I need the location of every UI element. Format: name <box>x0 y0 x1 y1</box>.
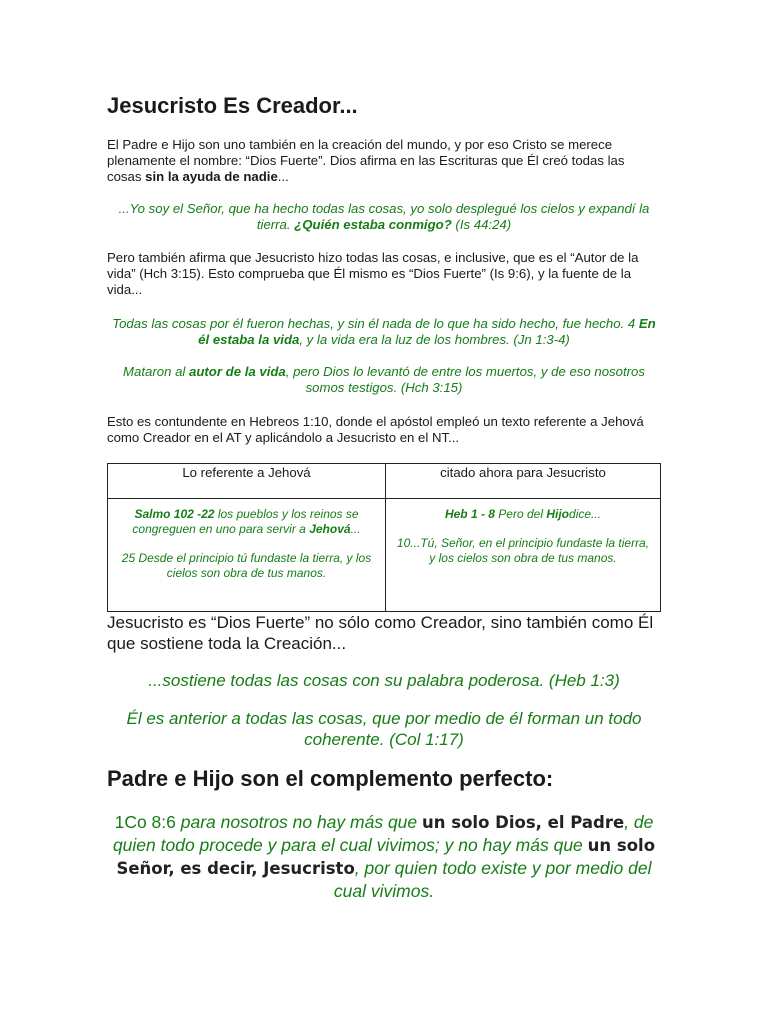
heb-verse: 10...Tú, Señor, en el principio fundaste la tierra, y los cielos son obra de tus manos. <box>396 536 650 565</box>
heb-line <box>396 507 650 522</box>
section-title: Padre e Hijo son el complemento perfecto: <box>107 766 554 791</box>
salmo-line <box>118 507 375 537</box>
salmo-verse: 25 Desde el principio tú fundaste la tierra, y los cielos son obra de tus manos. <box>121 551 372 580</box>
intro-bold: sin la ayuda de nadie <box>145 169 278 184</box>
salmo-text: los pueblos y los reinos se congreguen en uno para servir a <box>132 507 359 536</box>
quote-john-text: Todas las cosas por él fueron hechas, y sin él nada de lo que ha sido hecho, fue hecho. 4 <box>112 316 639 331</box>
verse-corinthians <box>110 811 658 902</box>
verse-bold-1: un solo Dios, el Padre <box>422 813 625 832</box>
table-row <box>108 499 661 612</box>
quote-hebrews-1-3: ...sostiene todas las cosas con su palabra poderosa. (Heb 1:3) <box>148 671 620 690</box>
verse-ref: 1Co 8:6 <box>114 812 181 832</box>
salmo-ref: Salmo 102 -22 <box>134 507 215 521</box>
paragraph-autor-vida: Pero también afirma que Jesucristo hizo todas las cosas, e inclusive, que es el “Autor de la vida” (Hch 3:15). Esto comprueba que Él mismo es “Dios Fuerte” (Is 9:6), y la fuente de la vida... <box>107 250 639 297</box>
quote-acts-end: , pero Dios lo levantó de entre los muertos, y de eso nosotros somos testigos. (Hch 3:15) <box>285 364 645 395</box>
verse-text-1: para nosotros no hay más que <box>180 812 423 832</box>
intro-text: El Padre e Hijo son uno también en la creación del mundo, y por eso Cristo se merece plenamente el nombre: “Dios Fuerte”. Dios afirma en las Escrituras que Él creó todas las cosas <box>107 137 625 184</box>
quote-acts-bold: autor de la vida <box>189 364 286 379</box>
quote-acts <box>114 364 654 396</box>
table-cell-jehova <box>108 499 386 612</box>
verse-text-2: , de quien todo procede y para el cual vivimos; y no hay más que <box>112 812 654 855</box>
salmo-end: ... <box>350 522 361 536</box>
table-header-jesucristo: citado ahora para Jesucristo <box>386 464 661 499</box>
comparison-table <box>107 463 661 612</box>
verse-text-3: , por quien todo existe y por medio del cual vivimos. <box>333 858 652 901</box>
table-header-row <box>108 464 661 499</box>
table-header-jehova: Lo referente a Jehová <box>108 464 386 499</box>
quote-isaiah <box>107 201 661 233</box>
heb-text: Pero del <box>494 507 547 521</box>
paragraph-hebreos: Esto es contundente en Hebreos 1:10, donde el apóstol empleó un texto referente a Jehová como Creador en el AT y aplicándolo a Jesucristo en el NT... <box>107 414 644 445</box>
quote-isaiah-bold: ¿Quién estaba conmigo? <box>294 217 452 232</box>
quote-isaiah-ref: (Is 44:24) <box>451 217 512 232</box>
intro-paragraph <box>107 137 627 185</box>
paragraph-sostiene: Jesucristo es “Dios Fuerte” no sólo como Creador, sino también como Él que sostiene toda la Creación... <box>107 613 654 653</box>
table-cell-jesucristo <box>386 499 661 612</box>
heb-end: dice... <box>569 507 602 521</box>
quote-isaiah-text: ...Yo soy el Señor, que ha hecho todas las cosas, yo solo desplegué los cielos y expandí la tierra. <box>118 201 650 232</box>
intro-end: ... <box>277 169 289 184</box>
heb-ref: Heb 1 - 8 <box>444 507 495 521</box>
quote-colossians: Él es anterior a todas las cosas, que por medio de él forman un todo coherente. (Col 1:17) <box>126 709 642 749</box>
page-title: Jesucristo Es Creador... <box>107 93 358 118</box>
heb-bold: Hijo <box>546 507 570 521</box>
quote-john <box>107 316 661 348</box>
verse-bold-2: un solo Señor, es decir, Jesucristo <box>116 836 656 878</box>
salmo-bold: Jehová <box>309 522 351 536</box>
quote-john-bold: En él estaba la vida <box>198 316 656 347</box>
quote-john-end: , y la vida era la luz de los hombres. (Jn 1:3-4) <box>299 332 570 347</box>
quote-acts-start: Mataron al <box>123 364 190 379</box>
